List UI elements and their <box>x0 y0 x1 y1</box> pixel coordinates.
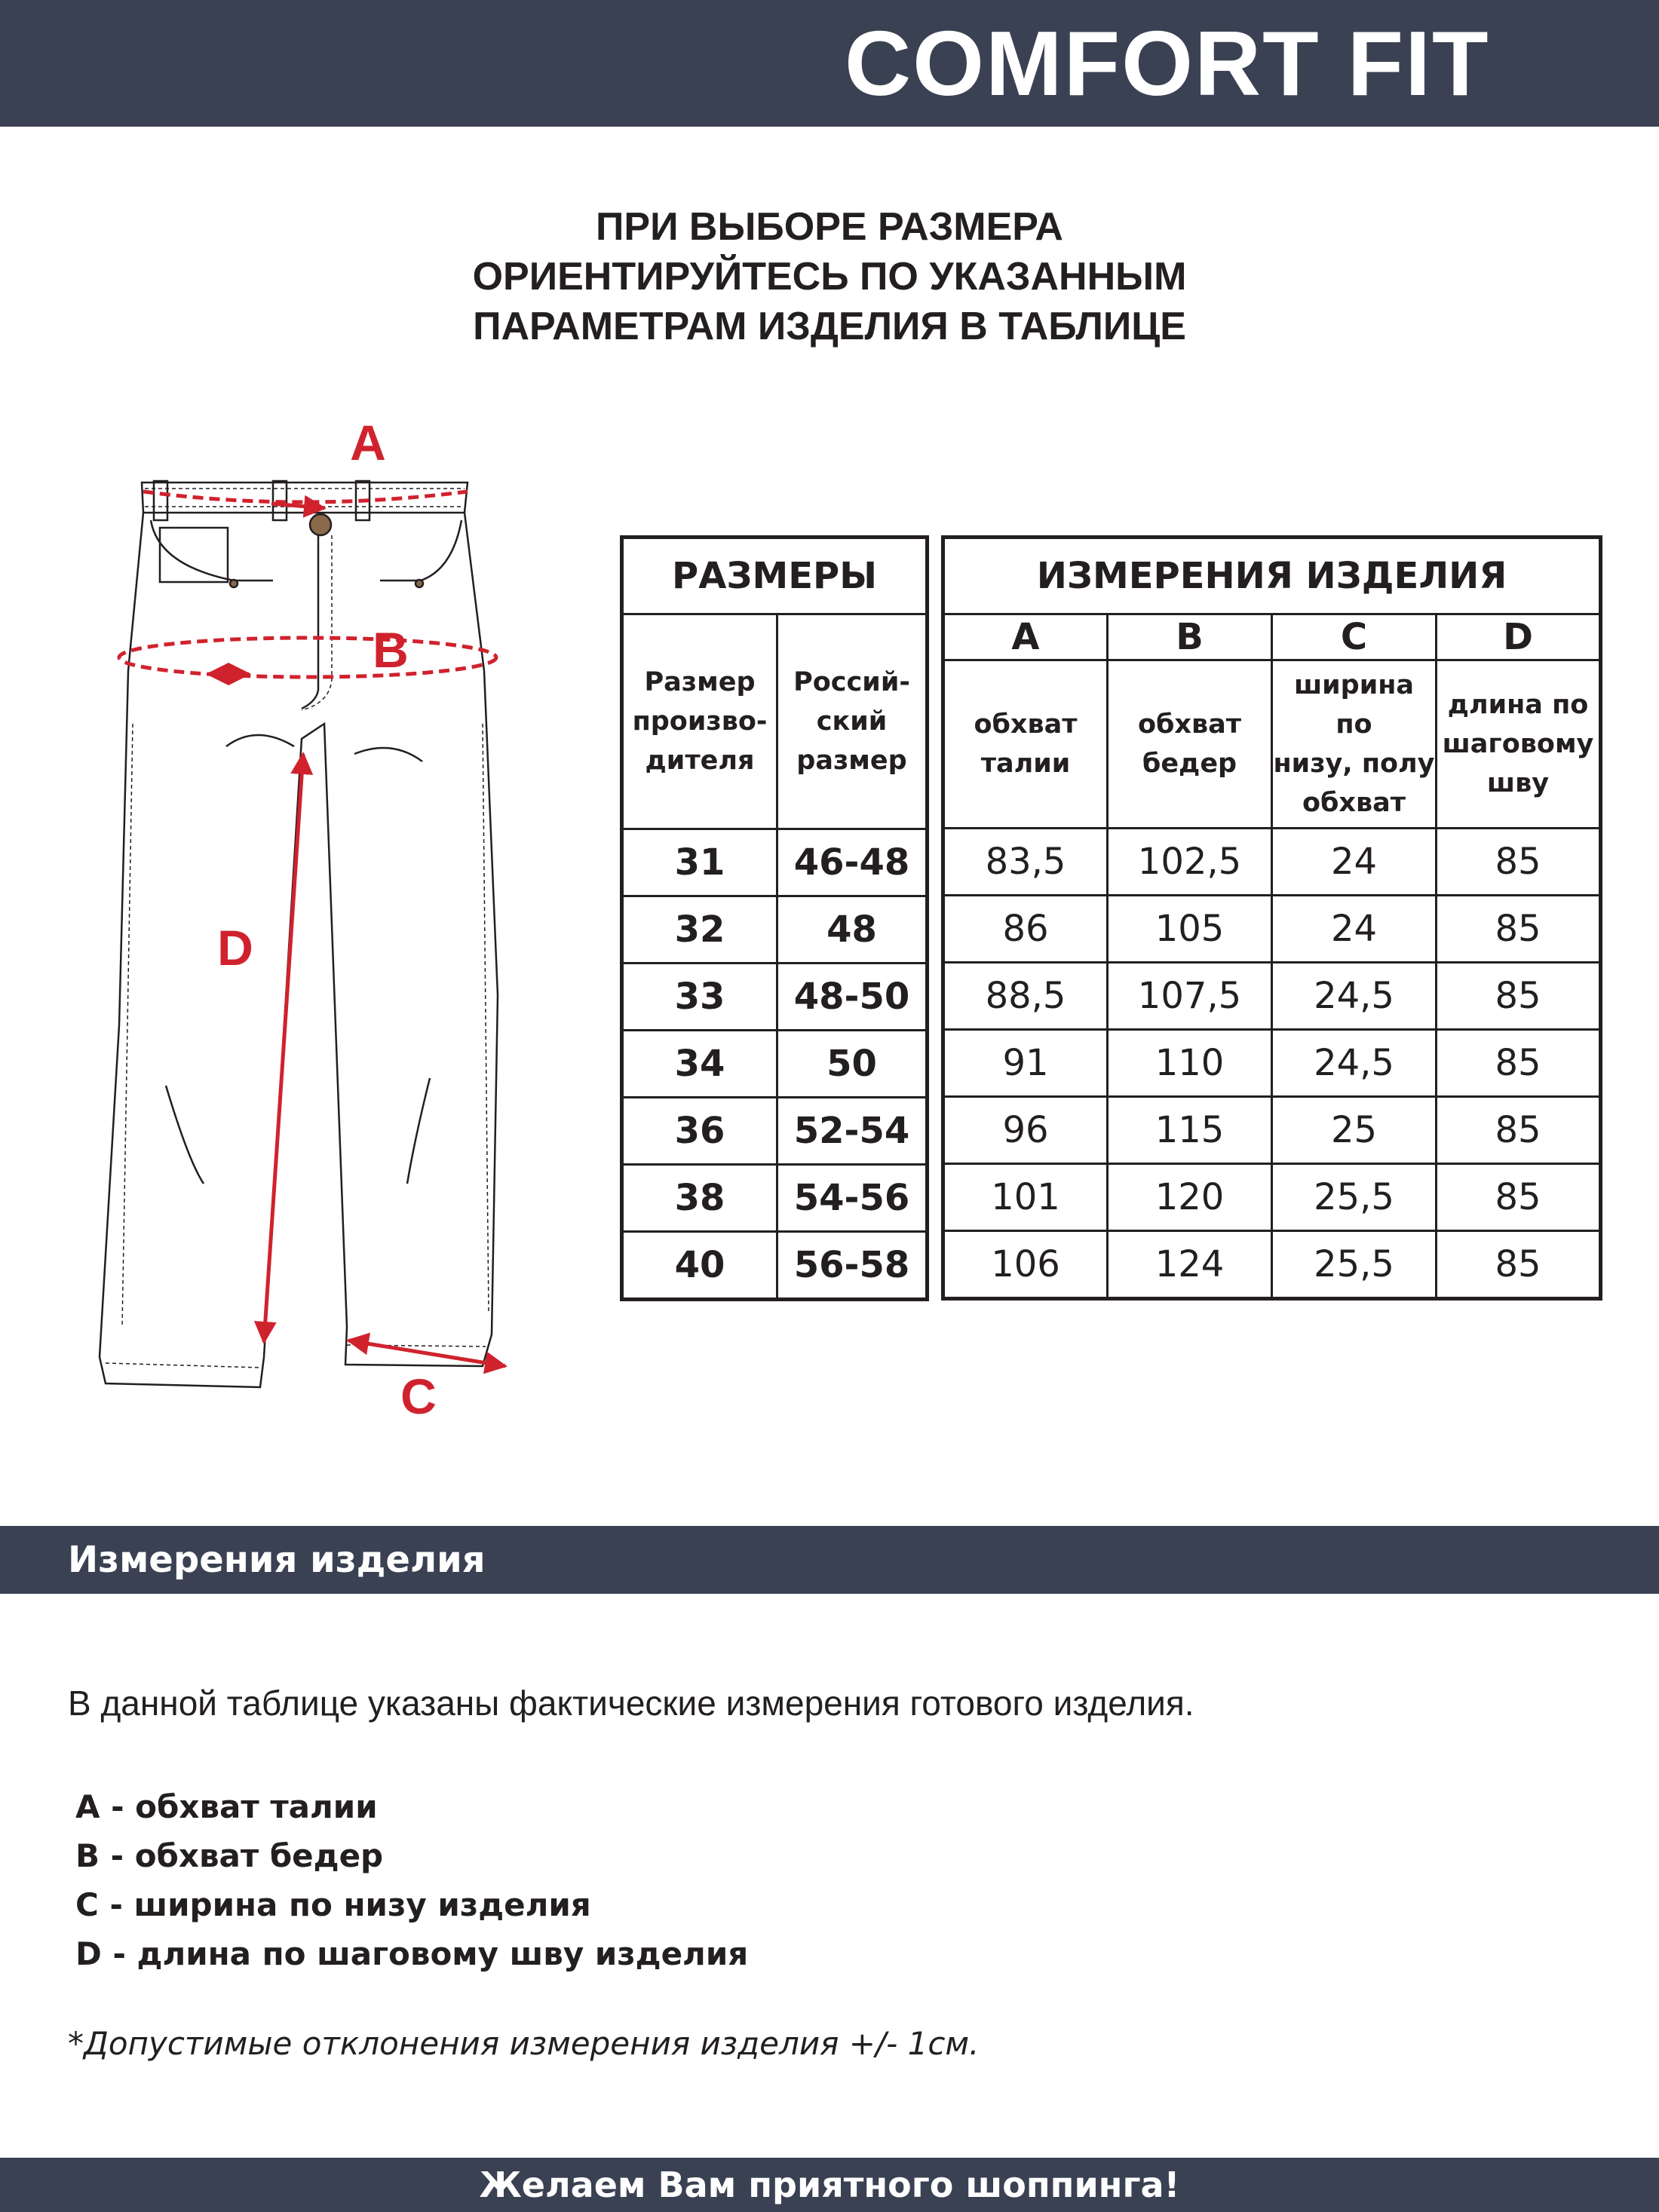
label-d: D <box>217 920 253 976</box>
section-band <box>0 1526 1659 1594</box>
col-manufacturer-line: дителя <box>645 746 755 776</box>
table-row <box>943 1097 1601 1164</box>
col-manufacturer-line: Размер <box>644 667 756 697</box>
measure-c-line <box>348 1340 505 1366</box>
measure-legend <box>75 1782 748 1978</box>
table-row <box>622 1031 928 1098</box>
trousers-diagram <box>75 422 543 1417</box>
ru-size: 50 <box>777 1031 928 1098</box>
cell-d: 85 <box>1437 829 1601 896</box>
col-letter-d: D <box>1437 614 1601 660</box>
cell-c: 25,5 <box>1272 1164 1437 1231</box>
col-russian-line: ский <box>816 706 888 737</box>
cell-a: 88,5 <box>943 963 1108 1030</box>
col-desc-line: обхват <box>974 709 1078 740</box>
mfr-size: 32 <box>622 896 777 964</box>
cell-d: 85 <box>1437 963 1601 1030</box>
legend-item: C - ширина по низу изделия <box>75 1886 591 1923</box>
table-row <box>943 963 1601 1030</box>
headline-line: ОРИЕНТИРУЙТЕСЬ ПО УКАЗАННЫМ <box>472 255 1187 299</box>
cell-c: 25 <box>1272 1097 1437 1164</box>
label-c: C <box>400 1368 437 1417</box>
ru-size: 54-56 <box>777 1165 928 1232</box>
table-row <box>943 1030 1601 1097</box>
mfr-size: 36 <box>622 1098 777 1165</box>
col-desc-b <box>1108 660 1272 829</box>
cell-b: 107,5 <box>1108 963 1272 1030</box>
mfr-size: 33 <box>622 964 777 1031</box>
col-manufacturer-size <box>622 614 777 829</box>
cell-c: 24,5 <box>1272 1030 1437 1097</box>
cell-b: 115 <box>1108 1097 1272 1164</box>
ru-size: 48-50 <box>777 964 928 1031</box>
col-letter-c: C <box>1272 614 1437 660</box>
mfr-size: 40 <box>622 1232 777 1300</box>
table-row <box>943 896 1601 963</box>
cell-b: 105 <box>1108 896 1272 963</box>
cell-b: 124 <box>1108 1231 1272 1299</box>
col-letter-b: B <box>1108 614 1272 660</box>
ru-size: 52-54 <box>777 1098 928 1165</box>
cell-c: 24 <box>1272 896 1437 963</box>
legend-item: A - обхват талии <box>75 1788 378 1825</box>
section-title: Измерения изделия <box>68 1539 486 1581</box>
col-desc-a <box>943 660 1108 829</box>
col-desc-line: длина по <box>1447 690 1589 720</box>
measurements-title: ИЗМЕРЕНИЯ ИЗДЕЛИЯ <box>943 538 1601 614</box>
brand-title: COMFORT FIT <box>845 12 1490 115</box>
headline <box>226 202 1433 351</box>
col-desc-line: бедер <box>1142 749 1237 779</box>
cell-d: 85 <box>1437 896 1601 963</box>
col-desc-d <box>1437 660 1601 829</box>
col-desc-c <box>1272 660 1437 829</box>
table-row <box>622 829 928 896</box>
mfr-size: 38 <box>622 1165 777 1232</box>
label-a: A <box>350 422 386 470</box>
cell-b: 120 <box>1108 1164 1272 1231</box>
col-desc-line: обхват <box>1137 709 1242 740</box>
legend-item: B - обхват бедер <box>75 1837 384 1874</box>
table-row <box>622 1098 928 1165</box>
table-row <box>622 964 928 1031</box>
col-russian-size <box>777 614 928 829</box>
sizes-table <box>620 535 929 1301</box>
measure-d-line <box>264 754 303 1342</box>
col-desc-line: шву <box>1486 768 1550 798</box>
ru-size: 46-48 <box>777 829 928 896</box>
col-desc-line: талии <box>980 749 1071 779</box>
col-russian-line: Россий- <box>793 667 910 697</box>
intro-text: В данной таблице указаны фактические измерения готового изделия. <box>68 1684 1194 1723</box>
col-desc-line: низу, полу <box>1273 749 1435 779</box>
cell-d: 85 <box>1437 1030 1601 1097</box>
table-row <box>943 1231 1601 1299</box>
cell-a: 86 <box>943 896 1108 963</box>
cell-d: 85 <box>1437 1231 1601 1299</box>
measurements-table <box>941 535 1602 1301</box>
col-letter-a: A <box>943 614 1108 660</box>
col-manufacturer-line: произво- <box>632 706 768 737</box>
table-row <box>622 1165 928 1232</box>
sizes-title: РАЗМЕРЫ <box>622 538 928 614</box>
cell-a: 96 <box>943 1097 1108 1164</box>
col-desc-line: шаговому <box>1442 729 1594 759</box>
cell-b: 110 <box>1108 1030 1272 1097</box>
col-desc-line: ширина по <box>1293 670 1415 740</box>
table-row <box>622 1232 928 1300</box>
cell-d: 85 <box>1437 1097 1601 1164</box>
table-row <box>622 896 928 964</box>
ru-size: 56-58 <box>777 1232 928 1300</box>
cell-c: 25,5 <box>1272 1231 1437 1299</box>
col-desc-line: обхват <box>1302 788 1406 818</box>
cell-a: 106 <box>943 1231 1108 1299</box>
trousers-outline <box>100 481 498 1387</box>
table-row <box>943 829 1601 896</box>
ru-size: 48 <box>777 896 928 964</box>
footer-band <box>0 2158 1659 2212</box>
headline-line: ПРИ ВЫБОРЕ РАЗМЕРА <box>596 205 1063 249</box>
cell-d: 85 <box>1437 1164 1601 1231</box>
header-band <box>0 0 1659 127</box>
mfr-size: 31 <box>622 829 777 896</box>
mfr-size: 34 <box>622 1031 777 1098</box>
tolerance-note: *Допустимые отклонения измерения изделия +/- 1см. <box>68 2025 980 2062</box>
label-b: B <box>373 622 409 678</box>
cell-a: 91 <box>943 1030 1108 1097</box>
cell-a: 83,5 <box>943 829 1108 896</box>
cell-a: 101 <box>943 1164 1108 1231</box>
cell-c: 24,5 <box>1272 963 1437 1030</box>
table-row <box>943 1164 1601 1231</box>
cell-b: 102,5 <box>1108 829 1272 896</box>
measure-marks <box>119 492 505 1366</box>
legend-item: D - длина по шаговому шву изделия <box>75 1935 749 1972</box>
measure-b-line <box>119 638 496 677</box>
cell-c: 24 <box>1272 829 1437 896</box>
headline-line: ПАРАМЕТРАМ ИЗДЕЛИЯ В ТАБЛИЦЕ <box>473 305 1186 348</box>
col-russian-line: размер <box>796 746 907 776</box>
footer-text: Желаем Вам приятного шоппинга! <box>479 2165 1180 2205</box>
